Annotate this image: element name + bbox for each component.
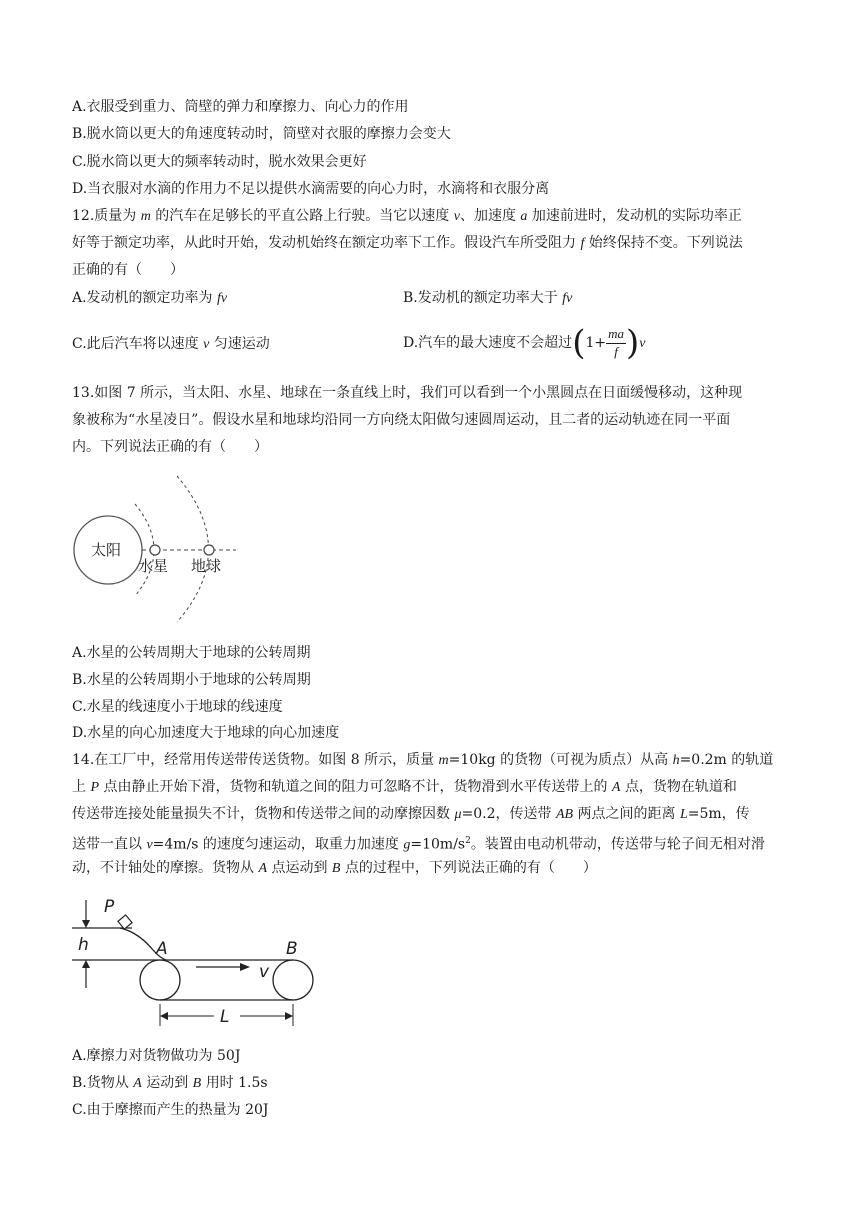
q12-option-d: D.汽车的最大速度不会超过(1+ $\frac{ma}{f}$ )v bbox=[403, 323, 646, 363]
fraction-ma-over-f: $\frac{ma}{f}$ bbox=[608, 325, 624, 359]
q12-stem-line-1: 12.质量为 m 的汽车在足够长的平直公路上行驶。当它以速度 v、加速度 a 加速前进时，发动机的实际功率正 bbox=[72, 208, 742, 224]
q13-option-c: C.水星的线速度小于地球的线速度 bbox=[72, 699, 283, 715]
right-roller bbox=[273, 960, 313, 1000]
q13-stem-line-3: 内。下列说法正确的有（ ） bbox=[72, 439, 268, 455]
q11-option-a: A.衣服受到重力、筒壁的弹力和摩擦力、向心力的作用 bbox=[72, 99, 409, 115]
mercury-label: 水星 bbox=[138, 557, 169, 575]
q11-option-b: B.脱水筒以更大的角速度转动时，筒壁对衣服的摩擦力会变大 bbox=[72, 126, 451, 142]
v-label: v bbox=[259, 962, 270, 982]
q14-option-c: C.由于摩擦而产生的热量为 20J bbox=[72, 1102, 269, 1118]
q12-option-c: C.此后汽车将以速度 v 匀速运动 bbox=[72, 336, 270, 352]
q13-option-a: A.水星的公转周期大于地球的公转周期 bbox=[72, 645, 311, 661]
l-label: L bbox=[220, 1007, 230, 1027]
a-label: A bbox=[156, 939, 168, 959]
q11-option-d: D.当衣服对水滴的作用力不足以提供水滴需要的向心力时，水滴将和衣服分离 bbox=[72, 181, 550, 197]
earth-label: 地球 bbox=[191, 557, 222, 575]
mercury-dot bbox=[150, 545, 160, 555]
q13-stem-line-1: 13.如图 7 所示，当太阳、水星、地球在一条直线上时，我们可以看到一个小黑圆点在日面缓慢移动，这种现 bbox=[72, 385, 743, 401]
q14-stem-line-4: 送带一直以 v=4m/s 的速度匀速运动，取重力加速度 $g=10m/s^2$。装置由电动机带动，传送带与轮子间无相对滑 bbox=[72, 836, 765, 853]
figure-7-planet-orbits bbox=[60, 468, 260, 628]
q13-option-b: B.水星的公转周期小于地球的公转周期 bbox=[72, 672, 311, 688]
q12-option-a: A.发动机的额定功率为 fv bbox=[72, 290, 228, 306]
h-label: h bbox=[78, 935, 89, 955]
q14-option-b: B.货物从 A 运动到 B 用时 1.5s bbox=[72, 1075, 268, 1091]
sun-label: 太阳 bbox=[91, 541, 122, 559]
q14-stem-line-2: 上 P 点由静止开始下滑，货物和轨道之间的阻力可忽略不计，货物滑到水平传送带上的 A 点，货物在轨道和 bbox=[72, 779, 737, 795]
cargo-block bbox=[118, 915, 132, 929]
figure-8-conveyor-belt bbox=[68, 892, 328, 1032]
q13-option-d: D.水星的向心加速度大于地球的向心加速度 bbox=[72, 725, 340, 741]
q14-stem-line-1: 14.在工厂中，经常用传送带传送货物。如图 8 所示，质量 m=10kg 的货物（可视为质点）从高 h=0.2m 的轨道 bbox=[72, 752, 774, 768]
q14-stem-line-5: 动，不计轴处的摩擦。货物从 A 点运动到 B 点的过程中，下列说法正确的有（ ） bbox=[72, 860, 597, 876]
earth-dot bbox=[204, 545, 214, 555]
q12-stem-line-2: 好等于额定功率，从此时开始，发动机始终在额定功率下工作。假设汽车所受阻力 f 始终保持不变。下列说法 bbox=[72, 235, 743, 251]
p-label: P bbox=[104, 897, 115, 917]
q14-stem-line-3: 传送带连接处能量损失不计，货物和传送带之间的动摩擦因数 μ=0.2，传送带 AB 两点之间的距离 L=5m，传 bbox=[72, 806, 750, 822]
q11-option-c: C.脱水筒以更大的频率转动时，脱水效果会更好 bbox=[72, 154, 367, 170]
q12-stem-line-3: 正确的有（ ） bbox=[72, 262, 184, 278]
q13-stem-line-2: 象被称为“水星凌日”。假设水星和地球均沿同一方向绕太阳做匀速圆周运动，且二者的运动轨迹在同一平面 bbox=[72, 412, 731, 428]
q12-option-b: B.发动机的额定功率大于 fv bbox=[403, 290, 573, 306]
b-label: B bbox=[286, 939, 298, 959]
q14-option-a: A.摩擦力对货物做功为 50J bbox=[72, 1048, 241, 1064]
left-roller bbox=[140, 960, 180, 1000]
